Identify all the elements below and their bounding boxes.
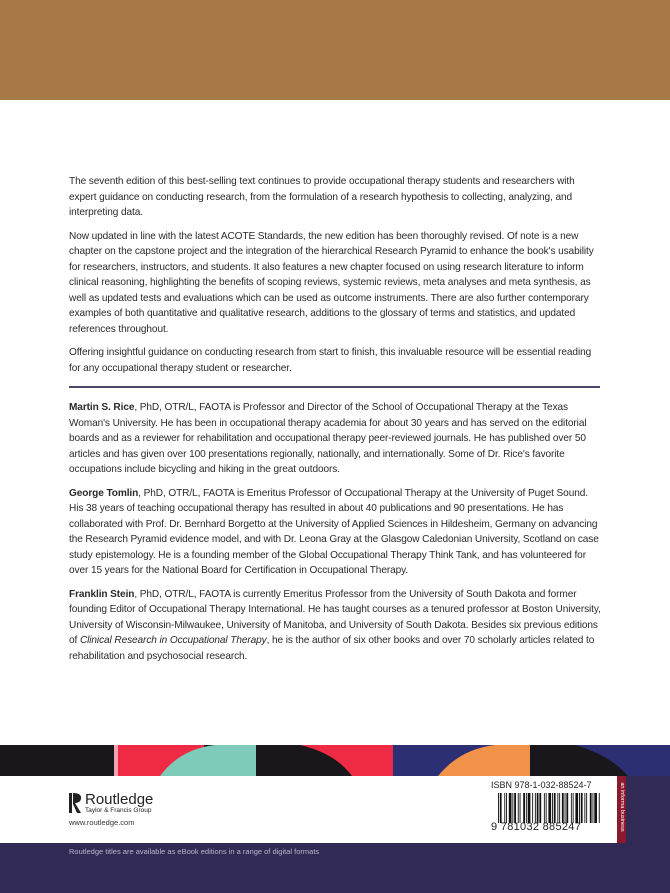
barcode-bar <box>590 793 592 823</box>
isbn-label: ISBN 978-1-032-88524-7 <box>491 780 592 790</box>
back-cover-text <box>69 174 603 672</box>
barcode-bar <box>548 793 551 823</box>
barcode-bar <box>539 793 541 823</box>
barcode-bar <box>498 793 499 823</box>
barcode-bar <box>599 793 600 823</box>
author-name: George Tomlin <box>69 487 139 499</box>
barcode-bar <box>554 793 556 823</box>
barcode-bar <box>528 793 531 823</box>
barcode-bar <box>520 793 521 823</box>
decorative-shapes-band <box>0 745 670 776</box>
description-paragraph: Offering insightful guidance on conducting research from start to finish, this invaluable resource will be essential reading for any occupational therapy student or researcher. <box>69 347 592 374</box>
description-paragraph: The seventh edition of this best-selling text continues to provide occupational therapy students and researchers with expert guidance on conducting research, from the formulation of a research hypothesis to collecting, analyzing, and interpreting data. <box>69 176 575 218</box>
barcode-number: 9 781032 885247 <box>491 821 582 833</box>
barcode-bar <box>571 793 572 823</box>
ebook-note: Routledge titles are available as eBook editions in a range of digital formats <box>69 847 320 856</box>
barcode-bar <box>526 793 527 823</box>
footer-band <box>0 843 670 893</box>
barcode-bar <box>566 793 568 823</box>
barcode-bar <box>557 793 558 823</box>
publisher-url[interactable]: www.routledge.com <box>69 818 135 827</box>
informa-text: an informa business <box>619 782 625 832</box>
barcode-bar <box>537 793 539 823</box>
publisher-name: Routledge <box>85 791 154 808</box>
barcode-bar <box>586 793 587 823</box>
publisher-group: Taylor & Francis Group <box>85 807 152 814</box>
barcode-bar <box>552 793 553 823</box>
barcode-bar <box>581 793 583 823</box>
bio-text: , PhD, OTR/L, FAOTA is Professor and Director of the School of Occupational Therapy at the Texas Woman's University. He has been in occupational therapy academia for about 30 years and has served on the editorial boards and as a reviewer for rehabilitation and occupational therapy peer-reviewed journals. He has published over 50 articles and has given over 100 presentations regionally, nationally, and internationally. Some of Dr. Rice's favorite occupations include bicycling and hiking in the great outdoors. <box>69 402 587 475</box>
bio-text: , he is the author of six other books and over 70 scholarly articles related to rehabilitation and psychosocial research. <box>69 635 595 662</box>
informa-strip <box>617 776 626 843</box>
barcode-bar <box>579 793 580 823</box>
author-bio <box>69 587 603 665</box>
barcode-bar <box>584 793 585 823</box>
author-bio <box>69 486 603 579</box>
barcode-bar <box>544 793 545 823</box>
divider <box>69 386 600 388</box>
barcode-bar <box>594 793 597 823</box>
barcode-bar <box>575 793 578 823</box>
author-bio <box>69 400 603 478</box>
routledge-r-icon <box>69 791 82 815</box>
navy-block <box>626 776 670 843</box>
barcode-bar <box>573 793 574 823</box>
author-name: Martin S. Rice <box>69 402 135 413</box>
barcode-bar <box>500 793 502 823</box>
barcode-bar <box>523 793 525 823</box>
barcode-bar <box>559 793 560 823</box>
barcode-bar <box>509 793 512 823</box>
barcode-bar <box>535 793 536 823</box>
barcode-bar <box>518 793 519 823</box>
barcode-bar <box>546 793 547 823</box>
book-title: Clinical Research in Occupational Therapy <box>79 635 267 646</box>
bio-text: , PhD, OTR/L, FAOTA is currently Emeritus Professor from the University of South Dakota and former founding Editor of Occupational Therapy International. He has taught courses as a tenured professor at Boston University, University of Wisconsin-Milwaukee, University of Manitoba, and University of South Dakota. Besides six previous editions of <box>69 588 601 646</box>
description-paragraph: Now updated in line with the latest ACOTE Standards, the new edition has been thoroughly revised. Of note is a new chapter on the capstone project and the integration of the hierarchical Research Pyramid to enhance the book's usability for researchers, instructors, and students. It also features a new chapter focused on using research literature to inform clinical reasoning, highlighting the benefits of scoping reviews, systemic reviews, meta analyses and meta synthesis, as well as updated tests and evaluations which can be used as outcome instruments. There are also further contemporary examples of both quantitative and qualitative research, additions to the glossary of terms and statistics, and updated references throughout. <box>69 230 594 335</box>
barcode <box>498 793 602 823</box>
barcode-bar <box>512 793 513 823</box>
barcode-bar <box>504 793 505 823</box>
barcode-bar <box>506 793 507 823</box>
author-name: Franklin Stein <box>69 588 135 600</box>
barcode-bar <box>532 793 533 823</box>
top-color-band <box>0 0 670 100</box>
bio-text: , PhD, OTR/L, FAOTA is Emeritus Professor of Occupational Therapy at the University of Puget Sound. His 38 years of teaching occupational therapy has resulted in about 40 publications and 90 presentations. He has collaborated with Prof. Dr. Bernhard Borgetto at the University of Applied Sciences in Hildesheim, Germany on advancing the Research Pyramid evidence model, and with Dr. Leona Gray at the Glasgow Caledonian University, Scotland on case study epistemology. He is a founding member of the Global Occupational Therapy Think Tank, and has volunteered for over 15 years for the National Board for Certification in Occupational Therapy. <box>69 487 599 576</box>
barcode-bar <box>565 793 566 823</box>
routledge-logo <box>69 791 153 815</box>
barcode-bar <box>514 793 516 823</box>
barcode-bar <box>593 793 594 823</box>
barcode-bar <box>562 793 564 823</box>
